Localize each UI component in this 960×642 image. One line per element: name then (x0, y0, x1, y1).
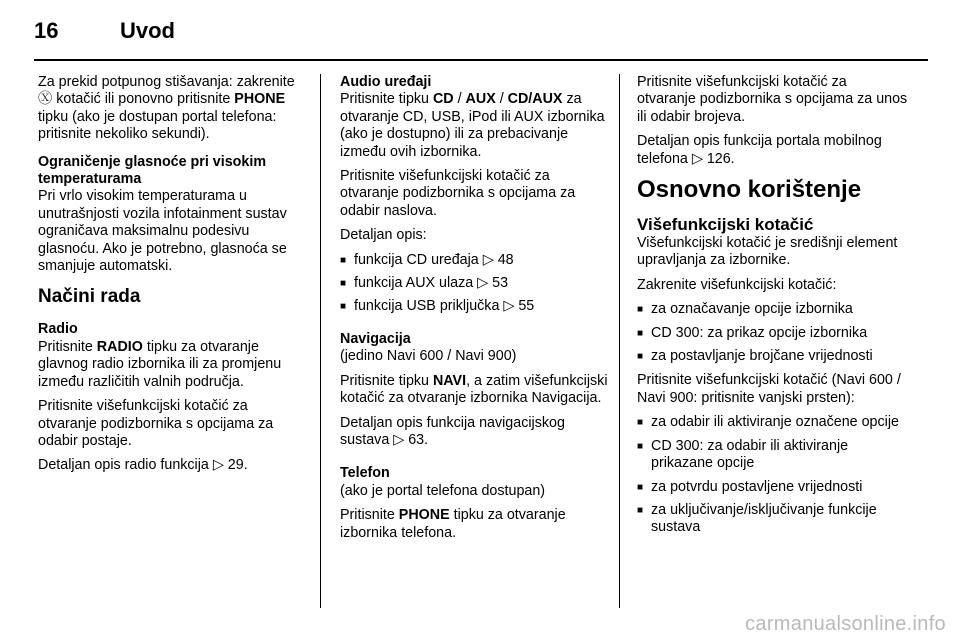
list-item: ■ za uključivanje/isključivanje funkcije sustava (637, 502, 909, 537)
navigation-paragraph-3: Detaljan opis funkcija navigacijskog sustava ▷ 63. (340, 414, 565, 448)
temp-heading: Ograničenje glasnoće pri visokim temperaturama (38, 153, 267, 188)
temp-paragraph: Pri vrlo visokim temperaturama u unutrašnjosti vozila infotainment sustav ograničava maksimalnu podesivu glasnoću. Ako je potrebno, glasnoća se smanjuje automatski. (38, 188, 287, 275)
portal-paragraph-2: Detaljan opis funkcija portala mobilnog telefona ▷ 126. (637, 133, 882, 167)
page-number: 16 (34, 18, 59, 43)
radio-paragraph-2: Pritisnite višefunkcijski kotačić za otvaranje podizbornika s opcijama za odabir postaje. (38, 398, 274, 449)
list-item: ■ CD 300: za odabir ili aktiviranje prikazane opcije (637, 438, 909, 473)
modes-heading: Načini rada (38, 286, 141, 308)
audio-paragraph-2: Pritisnite višefunkcijski kotačić za otvaranje podizbornika s opcijama za odabir naslova. (340, 168, 576, 219)
phone-heading: Telefon (340, 465, 390, 482)
radio-paragraph: Pritisnite RADIO tipku za otvaranje glavnog radio izbornika ili za promjenu između različitih valnih područja. (38, 338, 282, 390)
phone-paragraph-2: Pritisnite PHONE tipku za otvaranje izbornika telefona. (340, 507, 566, 541)
press-bullet-list (637, 414, 909, 536)
list-item: ■ za potvrdu postavljene vrijednosti (637, 479, 909, 496)
wheel-heading: Višefunkcijski kotačić (637, 215, 814, 235)
watermark: carmanualsonline.info (745, 613, 946, 635)
mute-paragraph: Za prekid potpunog stišavanja: zakrenite Ⓧ kotačić ili ponovno pritisnite PHONE tipku (ako je dostupan portal telefona: pritisnite nekoliko sekundi). (38, 74, 295, 143)
list-item: ■ funkcija USB priključka ▷ 55 (340, 298, 610, 315)
column-1 (38, 74, 308, 482)
radio-paragraph-3: Detaljan opis radio funkcija ▷ 29. (38, 457, 248, 474)
list-item: ■ funkcija AUX ulaza ▷ 53 (340, 275, 610, 292)
column-2 (340, 74, 610, 549)
list-item: ■ za označavanje opcije izbornika (637, 301, 909, 318)
description-label: Detaljan opis: (340, 227, 427, 244)
chapter-title: Uvod (120, 18, 175, 43)
audio-bullet-list (340, 252, 610, 316)
portal-paragraph-1: Pritisnite višefunkcijski kotačić za otvaranje podizbornika s opcijama za unos ili odabir brojeva. (637, 74, 908, 125)
wheel-paragraph: Višefunkcijski kotačić je središnji element upravljanja za izbornike. (637, 235, 898, 269)
audio-paragraph: Pritisnite tipku CD / AUX / CD/AUX za otvaranje CD, USB, iPod ili AUX izbornika (ako je dostupno) ili za prebacivanje između ovih izbornika. (340, 91, 605, 160)
list-item: ■ CD 300: za prikaz opcije izbornika (637, 325, 909, 342)
column-divider-2 (619, 74, 620, 608)
navigation-paragraph-2: Pritisnite tipku NAVI, a zatim višefunkcijski kotačić za otvaranje izbornika Navigacija. (340, 372, 608, 407)
press-paragraph: Pritisnite višefunkcijski kotačić (Navi 600 / Navi 900: pritisnite vanjski prsten): (637, 372, 901, 406)
turn-paragraph: Zakrenite višefunkcijski kotačić: (637, 276, 837, 293)
basic-use-heading: Osnovno korištenje (637, 176, 862, 204)
turn-bullet-list (637, 301, 909, 365)
list-item: ■ funkcija CD uređaja ▷ 48 (340, 252, 610, 269)
radio-heading: Radio (38, 321, 78, 338)
phone-paragraph-1: (ako je portal telefona dostupan) (340, 482, 546, 499)
list-item: ■ za odabir ili aktiviranje označene opcije (637, 414, 909, 431)
navigation-heading: Navigacija (340, 330, 411, 347)
audio-heading: Audio uređaji (340, 74, 432, 90)
header-rule (34, 59, 928, 61)
navigation-paragraph-1: (jedino Navi 600 / Navi 900) (340, 348, 517, 365)
column-divider-1 (320, 74, 321, 608)
list-item: ■ za postavljanje brojčane vrijednosti (637, 348, 909, 365)
column-3 (637, 74, 909, 544)
